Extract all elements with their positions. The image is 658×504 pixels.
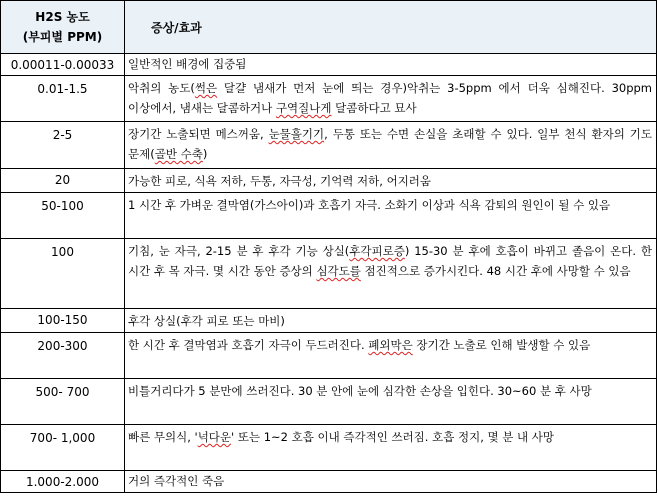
symptom-cell: [125, 471, 657, 493]
symptom-text: 가능한 피로, 식욕 저하, 두통, 자극성, 기억력 저하, 어지러움: [128, 174, 432, 188]
table-row: [1, 471, 657, 493]
header-concentration-line2: (부피별 PPM): [22, 30, 103, 44]
spellcheck-word: 골반 수축: [154, 147, 203, 161]
symptom-cell: [125, 309, 657, 333]
table-row: [1, 193, 657, 239]
spellcheck-word: 폐외막은: [368, 338, 413, 352]
symptom-text: 점진적으로 증가시킨다. 48 시간 후에 사망할 수 있음: [360, 264, 631, 278]
symptom-text: 한 시간 후 결막염과 호흡기 자극이 두드러진다.: [128, 338, 369, 352]
table-row: [1, 425, 657, 471]
symptom-cell: [125, 76, 657, 122]
symptom-cell: [125, 333, 657, 379]
symptom-text: ): [202, 147, 208, 161]
symptom-text: ' 또는 1~2 호흡 이내 즉각적인 쓰러짐. 호흡 정지, 몇 분 내 사망: [231, 430, 555, 444]
symptom-cell: [125, 122, 657, 169]
ppm-cell: 700- 1,000: [1, 425, 125, 471]
spellcheck-word: 썩은: [194, 81, 218, 95]
table-row: [1, 239, 657, 309]
symptom-cell: [125, 425, 657, 471]
ppm-cell: 0.01-1.5: [1, 76, 125, 122]
symptom-text: 달걀 냄새가 먼저 눈에 띄는 경우)악취는 3-5ppm 에서 더욱 심해진다. 30ppm 이상에서, 냄새는 달콤하거나: [128, 81, 652, 115]
ppm-cell: 50-100: [1, 193, 125, 239]
table-row: [1, 169, 657, 193]
symptom-text: ) 15-30 분 후에 호흡이 바뀌고 졸음이 온다. 한 시간 후 목 자극. 몇 시간 동안 증상의: [128, 244, 653, 278]
ppm-cell: 200-300: [1, 333, 125, 379]
table-header-row: [1, 1, 657, 54]
spellcheck-word: 눈물흘기기: [268, 127, 325, 141]
table-row: [1, 379, 657, 425]
symptom-text: 기침, 눈 자극, 2-15 분 후 후각 기능 상실(: [128, 244, 350, 258]
ppm-cell: 100-150: [1, 309, 125, 333]
spellcheck-word: 후각피로증: [349, 244, 405, 258]
symptom-cell: [125, 54, 657, 76]
table-row: [1, 333, 657, 379]
symptom-cell: [125, 193, 657, 239]
table-row: [1, 309, 657, 333]
symptom-text: 거의 즉각적인 죽음: [128, 474, 225, 488]
header-concentration: [1, 1, 125, 54]
ppm-cell: 0.00011-0.00033: [1, 54, 125, 76]
symptom-text: 장기간 노출되면 메스꺼움,: [128, 127, 269, 141]
symptom-text: 1 시간 후 가벼운 결막염(가스아이)과 호흡기 자극. 소화기 이상과 식욕 감퇴의 원인이 될 수 있음: [128, 198, 611, 212]
symptom-text: 비틀거리다가 5 분만에 쓰러진다. 30 분 안에 눈에 심각한 손상을 입힌다. 30~60 분 후 사망: [128, 384, 592, 398]
symptom-text: , 두통 또는 수면 손실을 초래할 수 있다. 일부 천식 환자의 기도 문제(: [128, 127, 652, 161]
table-row: [1, 54, 657, 76]
symptom-cell: [125, 379, 657, 425]
table-row: [1, 76, 657, 122]
ppm-cell: 20: [1, 169, 125, 193]
ppm-cell: 100: [1, 239, 125, 309]
table-row: [1, 122, 657, 169]
header-symptoms: 증상/효과: [125, 1, 657, 54]
spellcheck-word: 심각도를: [316, 264, 361, 278]
symptom-text: 빠른 무의식, ': [128, 430, 198, 444]
symptom-text: 장기간 노출로 인해 발생할 수 있음: [412, 338, 591, 352]
symptom-text: 일반적인 배경에 집중됨: [128, 57, 247, 71]
header-concentration-line1: H2S 농도: [35, 10, 90, 24]
ppm-cell: 500- 700: [1, 379, 125, 425]
symptom-text: 달콤하다고 묘사: [331, 101, 417, 115]
symptom-cell: [125, 239, 657, 309]
spellcheck-word: 구역질나게: [275, 101, 332, 115]
symptom-cell: [125, 169, 657, 193]
symptom-text: 악취의 농도(: [128, 81, 195, 95]
symptom-text: 후각 상실(후각 피로 또는 마비): [128, 314, 285, 328]
ppm-cell: 2-5: [1, 122, 125, 169]
ppm-cell: 1.000-2.000: [1, 471, 125, 493]
spellcheck-word: 넉다운: [197, 430, 232, 444]
